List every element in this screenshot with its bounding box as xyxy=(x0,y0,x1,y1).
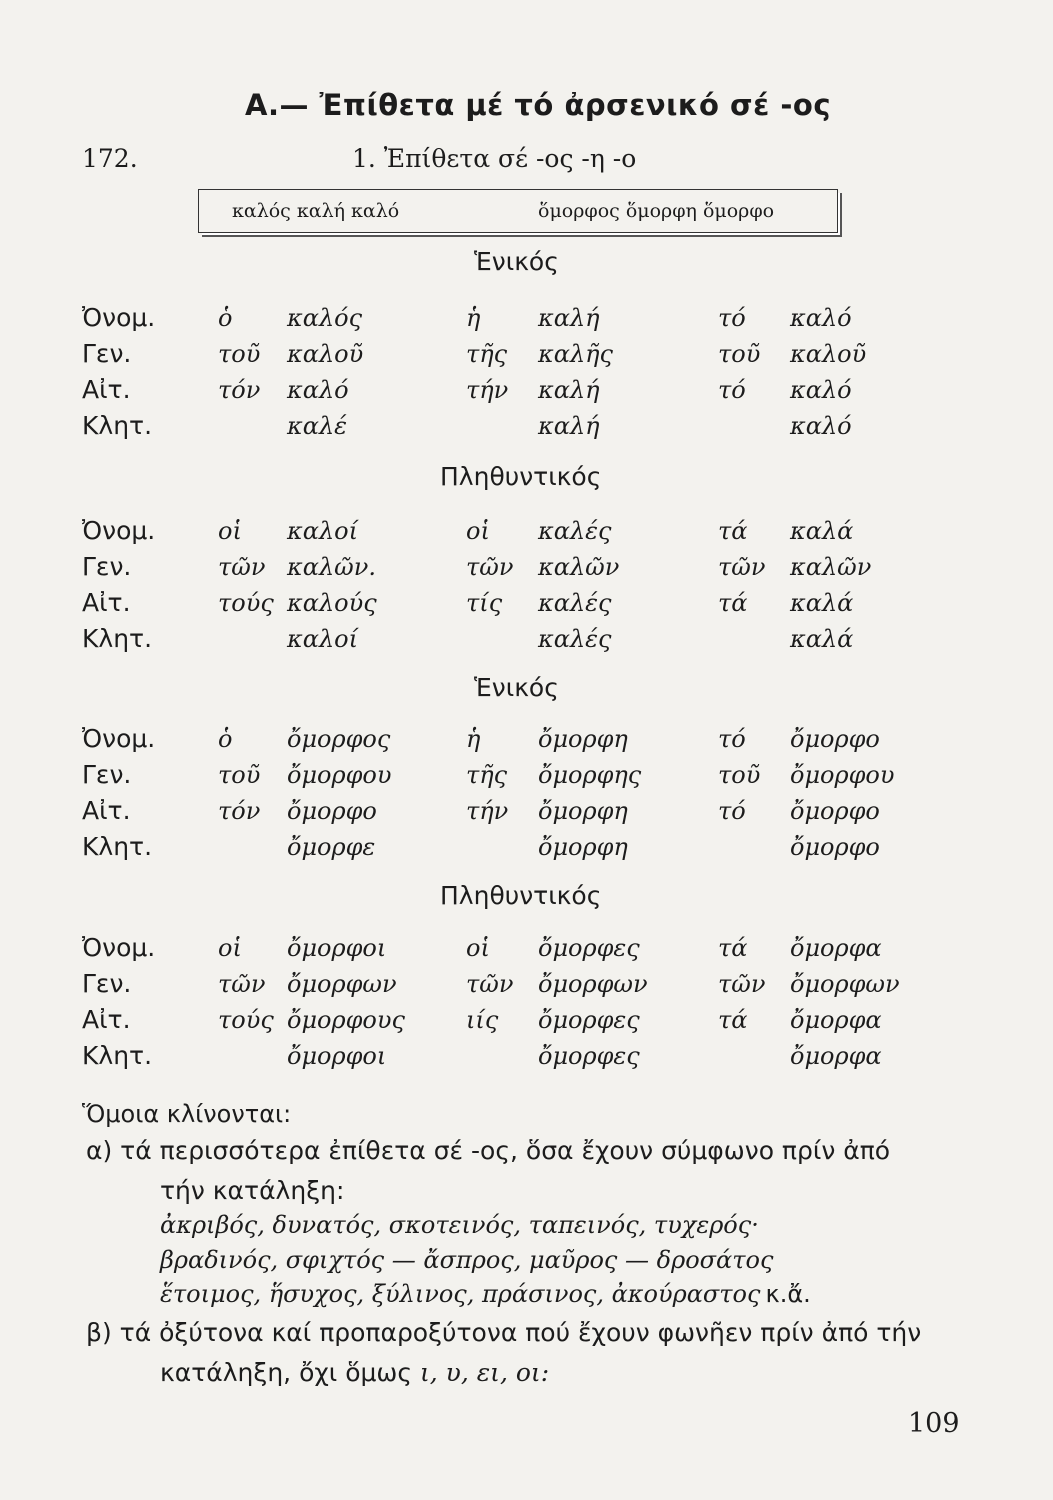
article-cell: οἱ xyxy=(218,517,242,545)
adjective-cell: καλός xyxy=(287,304,363,332)
article-cell: τῶν xyxy=(718,970,766,998)
adjective-cell: καλοῦ xyxy=(287,340,364,368)
article-cell: τίς xyxy=(466,589,503,617)
article-cell: τό xyxy=(718,725,746,753)
article-cell: τήν xyxy=(466,797,509,825)
article-cell: τά xyxy=(718,934,748,962)
adjective-cell: ὄμορφες xyxy=(538,1006,640,1034)
adjective-cell: ὄμορφο xyxy=(790,797,880,825)
article-cell: τῶν xyxy=(466,970,514,998)
adjective-cell: ὄμορφης xyxy=(538,761,642,789)
article-cell: ἡ xyxy=(466,725,481,753)
case-label: Ὀνομ. xyxy=(82,303,156,332)
adjective-cell: καλές xyxy=(538,517,612,545)
case-label: Ὀνομ. xyxy=(82,516,156,545)
number-heading: Πληθυντικός xyxy=(440,881,602,910)
article-cell: ὁ xyxy=(218,304,233,332)
adjective-cell: καλά xyxy=(790,517,854,545)
article-cell: τοῦ xyxy=(718,761,761,789)
case-label: Γεν. xyxy=(82,552,132,581)
number-heading: Ἑνικός xyxy=(474,247,559,276)
case-label: Αἰτ. xyxy=(82,588,131,617)
case-label: Αἰτ. xyxy=(82,1005,131,1034)
adjective-cell: καλή xyxy=(538,304,600,332)
article-cell: τῶν xyxy=(466,553,514,581)
case-label: Κλητ. xyxy=(82,1041,153,1070)
note-a-example-3-suffix: κ.ἄ. xyxy=(765,1280,811,1308)
adjective-cell: καλῆς xyxy=(538,340,613,368)
article-cell: οἱ xyxy=(218,934,242,962)
adjective-cell: καλοῦ xyxy=(790,340,867,368)
case-label: Κλητ. xyxy=(82,832,153,861)
adjective-cell: καλούς xyxy=(287,589,377,617)
article-cell: τά xyxy=(718,1006,748,1034)
article-cell: τοῦ xyxy=(218,761,261,789)
adjective-cell: καλά xyxy=(790,625,854,653)
article-cell: τόν xyxy=(218,376,261,404)
adjective-cell: καλέ xyxy=(287,412,348,440)
article-cell: τό xyxy=(718,376,746,404)
example-box-right: ὅμορφος ὅμορφη ὅμορφο xyxy=(538,200,775,222)
note-a-line-1: α) τά περισσότερα ἐπίθετα σέ -ος, ὅσα ἔχουν σύμφωνο πρίν ἀπό xyxy=(86,1136,891,1165)
article-cell: ὁ xyxy=(218,725,233,753)
article-cell: τῶν xyxy=(718,553,766,581)
adjective-cell: ὄμορφα xyxy=(790,1042,882,1070)
adjective-cell: ὄμορφων xyxy=(287,970,397,998)
article-cell: οἱ xyxy=(466,517,490,545)
article-cell: ἡ xyxy=(466,304,481,332)
number-heading: Πληθυντικός xyxy=(440,462,602,491)
article-cell: τήν xyxy=(466,376,509,404)
adjective-cell: ὄμορφες xyxy=(538,934,640,962)
article-cell: οἱ xyxy=(466,934,490,962)
adjective-cell: καλό xyxy=(790,376,852,404)
adjective-cell: καλῶν xyxy=(790,553,872,581)
adjective-cell: ὄμορφου xyxy=(287,761,392,789)
article-cell: τό xyxy=(718,304,746,332)
adjective-cell: ὄμορφοι xyxy=(287,934,387,962)
article-cell: τοῦ xyxy=(718,340,761,368)
article-cell: τῆς xyxy=(466,340,508,368)
note-b-line-2 xyxy=(160,1358,549,1387)
adjective-cell: καλή xyxy=(538,412,600,440)
article-cell: τόν xyxy=(218,797,261,825)
note-a-example-3: ἕτοιμος, ἥσυχος, ξύλινος, πράσινος, ἀκούραστος xyxy=(160,1280,761,1308)
adjective-cell: καλῶν. xyxy=(287,553,376,581)
article-cell: τούς xyxy=(218,589,274,617)
case-label: Κλητ. xyxy=(82,624,153,653)
page-title: Α.— Ἐπίθετα μέ τό ἀρσενικό σέ -ος xyxy=(245,88,832,122)
adjective-cell: ὄμορφων xyxy=(538,970,648,998)
case-label: Ὀνομ. xyxy=(82,724,156,753)
note-a-example-2: βραδινός, σφιχτός — ἄσπρος, μαῦρος — δροσάτος xyxy=(160,1246,774,1274)
article-cell: τῆς xyxy=(466,761,508,789)
adjective-cell: ὄμορφε xyxy=(287,833,376,861)
case-label: Γεν. xyxy=(82,339,132,368)
article-cell: ιίς xyxy=(466,1006,499,1034)
section-number: 172. xyxy=(82,144,138,173)
adjective-cell: ὄμορφη xyxy=(538,725,628,753)
adjective-cell: καλά xyxy=(790,589,854,617)
adjective-cell: καλές xyxy=(538,589,612,617)
adjective-cell: καλές xyxy=(538,625,612,653)
adjective-cell: ὄμορφη xyxy=(538,797,628,825)
case-label: Γεν. xyxy=(82,760,132,789)
adjective-cell: καλό xyxy=(790,304,852,332)
adjective-cell: ὄμορφος xyxy=(287,725,391,753)
case-label: Αἰτ. xyxy=(82,796,131,825)
adjective-cell: ὄμορφο xyxy=(790,725,880,753)
adjective-cell: ὄμορφοι xyxy=(287,1042,387,1070)
note-a-example-3-line xyxy=(160,1280,811,1308)
article-cell: τούς xyxy=(218,1006,274,1034)
adjective-cell: καλοί xyxy=(287,625,359,653)
article-cell: τά xyxy=(718,589,748,617)
adjective-cell: καλοί xyxy=(287,517,359,545)
adjective-cell: ὄμορφων xyxy=(790,970,900,998)
case-label: Ὀνομ. xyxy=(82,933,156,962)
article-cell: τοῦ xyxy=(218,340,261,368)
adjective-cell: ὄμορφο xyxy=(287,797,377,825)
article-cell: τῶν xyxy=(218,553,266,581)
adjective-cell: καλό xyxy=(790,412,852,440)
adjective-cell: ὄμορφες xyxy=(538,1042,640,1070)
example-box-left: καλός καλή καλό xyxy=(232,200,400,222)
number-heading: Ἑνικός xyxy=(474,673,559,702)
article-cell: τό xyxy=(718,797,746,825)
section-subtitle: 1. Ἐπίθετα σέ -ος -η -ο xyxy=(352,144,637,173)
case-label: Αἰτ. xyxy=(82,375,131,404)
note-b-line-1: β) τά ὀξύτονα καί προπαροξύτονα πού ἔχουν φωνῆεν πρίν ἀπό τήν xyxy=(86,1318,922,1347)
case-label: Γεν. xyxy=(82,969,132,998)
adjective-cell: ὄμορφα xyxy=(790,1006,882,1034)
similar-heading: Ὅμοια κλίνονται: xyxy=(82,1100,292,1128)
article-cell: τῶν xyxy=(218,970,266,998)
adjective-cell: καλή xyxy=(538,376,600,404)
article-cell: τά xyxy=(718,517,748,545)
note-a-line-2: τήν κατάληξη: xyxy=(160,1176,345,1205)
adjective-cell: καλῶν xyxy=(538,553,620,581)
adjective-cell: ὄμορφη xyxy=(538,833,628,861)
page-number: 109 xyxy=(908,1408,960,1439)
note-a-example-1: ἀκριβός, δυνατός, σκοτεινός, ταπεινός, τυχερός· xyxy=(160,1211,759,1239)
adjective-cell: καλό xyxy=(287,376,349,404)
adjective-cell: ὄμορφους xyxy=(287,1006,405,1034)
adjective-cell: ὄμορφο xyxy=(790,833,880,861)
adjective-cell: ὄμορφα xyxy=(790,934,882,962)
adjective-cell: ὄμορφου xyxy=(790,761,895,789)
note-b-text: κατάληξη, ὄχι ὅμως ι, υ, ει, οι: xyxy=(160,1358,550,1387)
case-label: Κλητ. xyxy=(82,411,153,440)
